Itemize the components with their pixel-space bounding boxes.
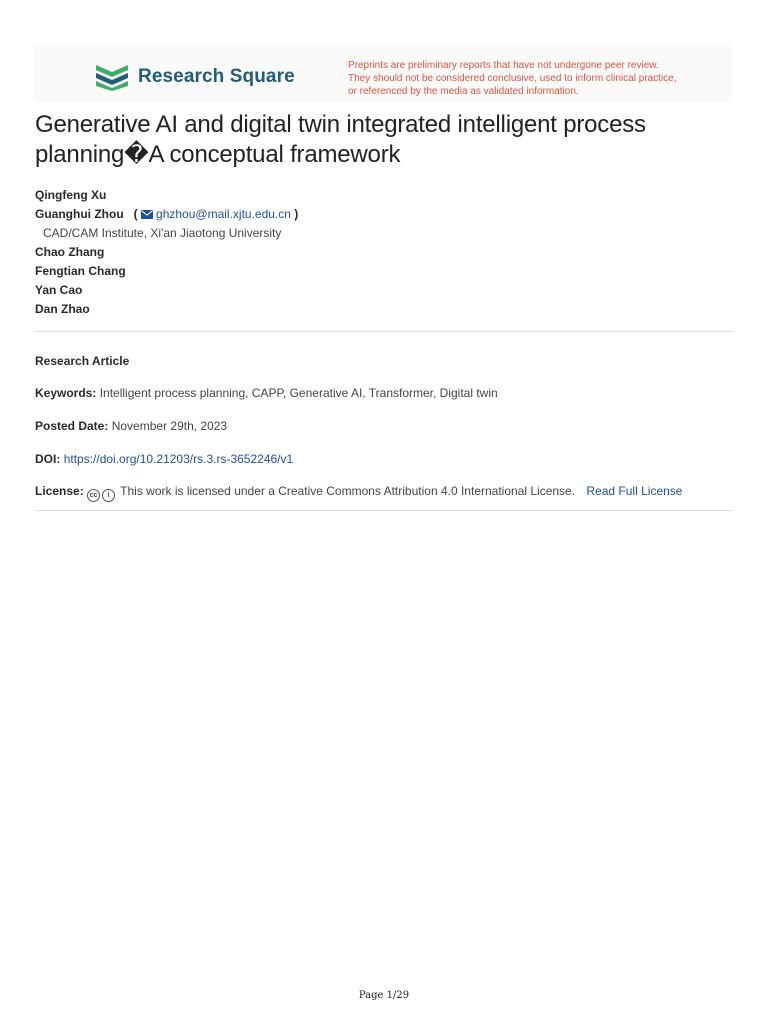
- research-square-chevrons-icon: [94, 63, 130, 91]
- license-label: License:: [35, 484, 84, 498]
- author-list: [35, 186, 735, 319]
- disclaimer-line: They should not be considered conclusive, used to inform clinical practice,: [348, 73, 677, 84]
- doi-row: [35, 451, 293, 467]
- logo-text: Research Square: [138, 66, 295, 87]
- research-square-logo[interactable]: [94, 63, 295, 91]
- article-type: [35, 353, 129, 369]
- author-name: Chao Zhang: [35, 245, 105, 259]
- attribution-icon: i: [102, 489, 115, 502]
- doi-link[interactable]: https://doi.org/10.21203/rs.3.rs-3652246/v1: [63, 452, 294, 466]
- read-full-license-link[interactable]: Read Full License: [586, 484, 683, 498]
- author-email: ghzhou@mail.xjtu.edu.cn: [156, 207, 291, 221]
- keywords-value: Intelligent process planning, CAPP, Generative AI, Transformer, Digital twin: [99, 386, 498, 400]
- author-name: Dan Zhao: [35, 302, 90, 316]
- author-name: Fengtian Chang: [35, 264, 126, 278]
- preprint-disclaimer: [348, 59, 718, 98]
- license-row: [35, 483, 682, 502]
- author-name: Guanghui Zhou: [35, 207, 124, 221]
- posted-date-value: November 29th, 2023: [111, 419, 228, 433]
- disclaimer-line: Preprints are preliminary reports that have not undergone peer review.: [348, 60, 659, 71]
- disclaimer-line: or referenced by the media as validated information.: [348, 86, 579, 97]
- posted-date-label: Posted Date:: [35, 419, 109, 433]
- open-paren: (: [133, 207, 138, 221]
- creative-commons-icon: cc: [87, 489, 100, 502]
- posted-date-row: [35, 418, 227, 434]
- author-name: Yan Cao: [35, 283, 83, 297]
- license-text: This work is licensed under a Creative Commons Attribution 4.0 International License.: [120, 484, 576, 498]
- paper-title: Generative AI and digital twin integrated intelligent process planning�A conceptual framework: [35, 111, 646, 168]
- keywords-row: [35, 385, 498, 401]
- author-name: Qingfeng Xu: [35, 188, 107, 202]
- section-divider: [35, 510, 733, 511]
- article-type-label: Research Article: [35, 354, 130, 368]
- page-number: Page 1/29: [358, 990, 410, 1001]
- envelope-icon: [141, 210, 153, 219]
- author-affiliation: CAD/CAM Institute, Xi'an Jiaotong University: [43, 226, 282, 240]
- doi-label: DOI:: [35, 452, 61, 466]
- email-wrapper: [127, 207, 298, 221]
- close-paren: ): [294, 207, 299, 221]
- corresponding-author: [35, 205, 735, 224]
- author-email-link[interactable]: [141, 207, 294, 221]
- section-divider: [35, 331, 733, 332]
- keywords-label: Keywords:: [35, 386, 97, 400]
